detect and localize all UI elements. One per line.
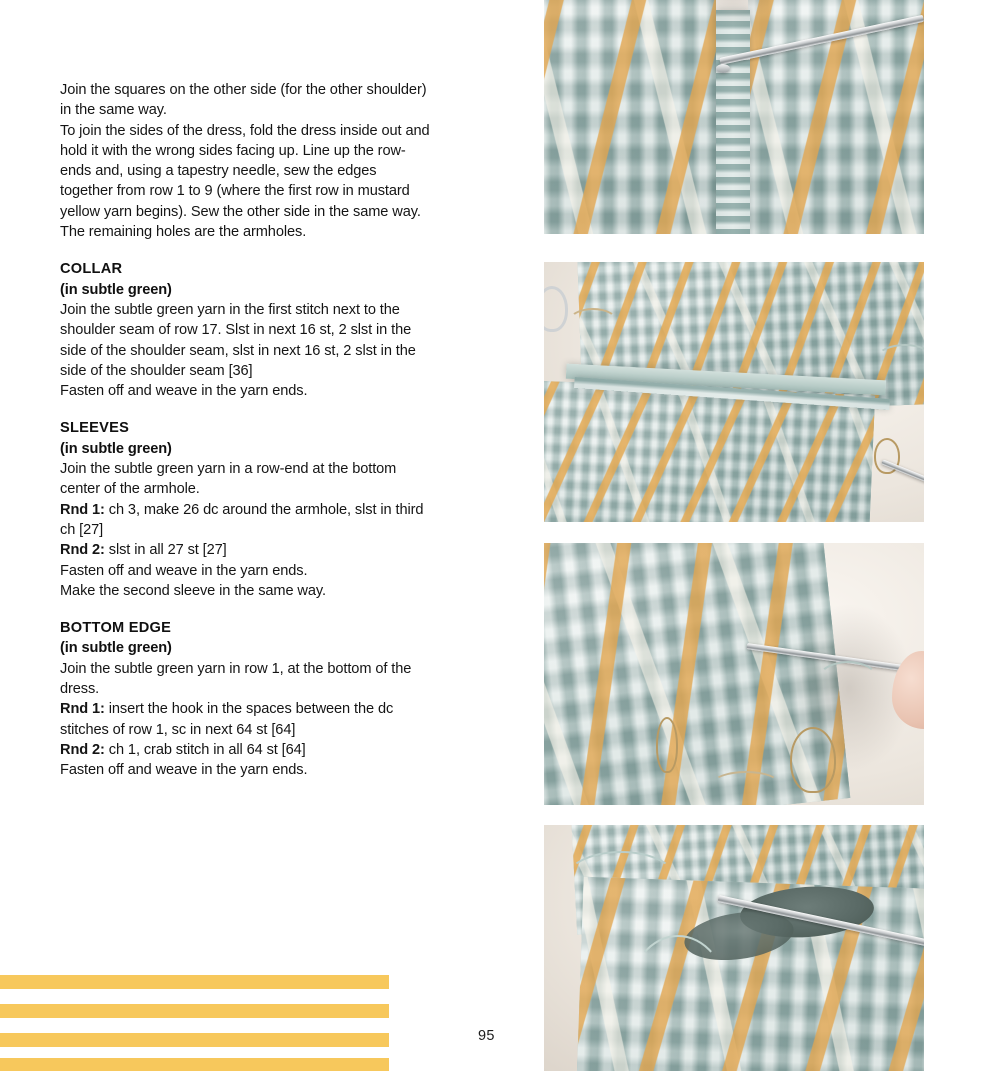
collar-section	[60, 259, 432, 401]
sleeves-rnd-1-label: Rnd 1:	[60, 501, 105, 518]
yarn-tail-table	[712, 771, 780, 797]
sleeves-closing-2: Make the second sleeve in the same way.	[60, 582, 326, 599]
sleeves-rnd-2-label: Rnd 2:	[60, 542, 105, 559]
sleeves-rnd-2-text: slst in all 27 st [27]	[104, 542, 227, 559]
decorative-stripes	[0, 967, 389, 1071]
photo-folded-dress-side-seam	[544, 262, 924, 522]
photo-shoulder-seam	[544, 0, 924, 234]
intro-block	[60, 80, 432, 242]
photo-folded-dress-scene	[544, 262, 924, 522]
intro-paragraph-2: To join the sides of the dress, fold the dress inside out and hold it with the wrong sides facing up. Line up the row-ends and, using a tapestry needle, sew the edges together from row 1 to 9 (where the first row in mustard yellow yarn begins). Sew the other side in the same way. The remaining holes are the armholes.	[60, 122, 430, 241]
collar-body: Join the subtle green yarn in the first stitch next to the shoulder seam of row 17. Slst in next 16 st, 2 slst in the side of the shoulder seam, slst in next 16 st, 2 slst in the side of the shoulder seam [36]	[60, 301, 416, 379]
intro-paragraph-1: Join the squares on the other side (for the other shoulder) in the same way.	[60, 82, 427, 119]
bottom-edge-rnd-1-label: Rnd 1:	[60, 701, 105, 718]
sleeves-body: Join the subtle green yarn in a row-end at the bottom center of the armhole.	[60, 461, 397, 498]
photo-sewing-edge-scene	[544, 543, 924, 805]
yarn-tail	[628, 935, 728, 1057]
sleeves-rnd-1-text: ch 3, make 26 dc around the armhole, slst in third ch [27]	[60, 501, 424, 538]
photo-armhole-scene	[544, 825, 924, 1071]
bulb-pin-on-fabric	[656, 717, 678, 773]
instructions-column	[60, 80, 432, 781]
shoulder-seam	[716, 10, 750, 234]
bottom-edge-yarn-note: (in subtle green)	[60, 640, 172, 657]
bottom-edge-body: Join the subtle green yarn in row 1, at the bottom of the dress.	[60, 660, 412, 698]
collar-heading: COLLAR	[60, 261, 123, 278]
stripe-bar	[0, 975, 389, 989]
bottom-edge-rnd-1	[60, 699, 432, 740]
photo-shoulder-seam-scene	[544, 0, 924, 234]
seam-shadow	[694, 0, 774, 30]
bulb-pin-loose	[790, 727, 836, 793]
yarn-loop	[816, 661, 880, 703]
bottom-edge-section	[60, 618, 432, 780]
sleeves-yarn-note: (in subtle green)	[60, 440, 172, 457]
collar-closing: Fasten off and weave in the yarn ends.	[60, 383, 308, 400]
stripe-bar	[0, 1033, 389, 1047]
stripe-bar	[0, 1004, 389, 1018]
needle-eye	[716, 64, 730, 73]
crochet-fabric-left	[544, 0, 716, 234]
sleeves-heading: SLEEVES	[60, 420, 130, 437]
yarn-tail-left	[568, 308, 618, 336]
bottom-edge-rnd-2-label: Rnd 2:	[60, 741, 105, 758]
photo-sewing-edge	[544, 543, 924, 805]
collar-yarn-note: (in subtle green)	[60, 281, 172, 298]
sleeves-section	[60, 418, 432, 601]
sleeves-rnd-1	[60, 500, 432, 541]
bottom-edge-rnd-2	[60, 740, 432, 760]
sleeves-rnd-2	[60, 540, 432, 560]
sleeves-closing: Fasten off and weave in the yarn ends.	[60, 562, 308, 579]
photo-armhole-sleeve	[544, 825, 924, 1071]
bottom-edge-rnd-2-text: ch 1, crab stitch in all 64 st [64]	[104, 741, 306, 758]
bottom-edge-heading: BOTTOM EDGE	[60, 620, 172, 637]
stripe-bar	[0, 1058, 389, 1071]
bottom-edge-closing: Fasten off and weave in the yarn ends.	[60, 762, 308, 779]
working-yarn	[564, 851, 678, 911]
page-number: 95	[478, 1028, 495, 1044]
bottom-edge-rnd-1-text: insert the hook in the spaces between the dc stitches of row 1, sc in next 64 st [64]	[60, 701, 394, 738]
